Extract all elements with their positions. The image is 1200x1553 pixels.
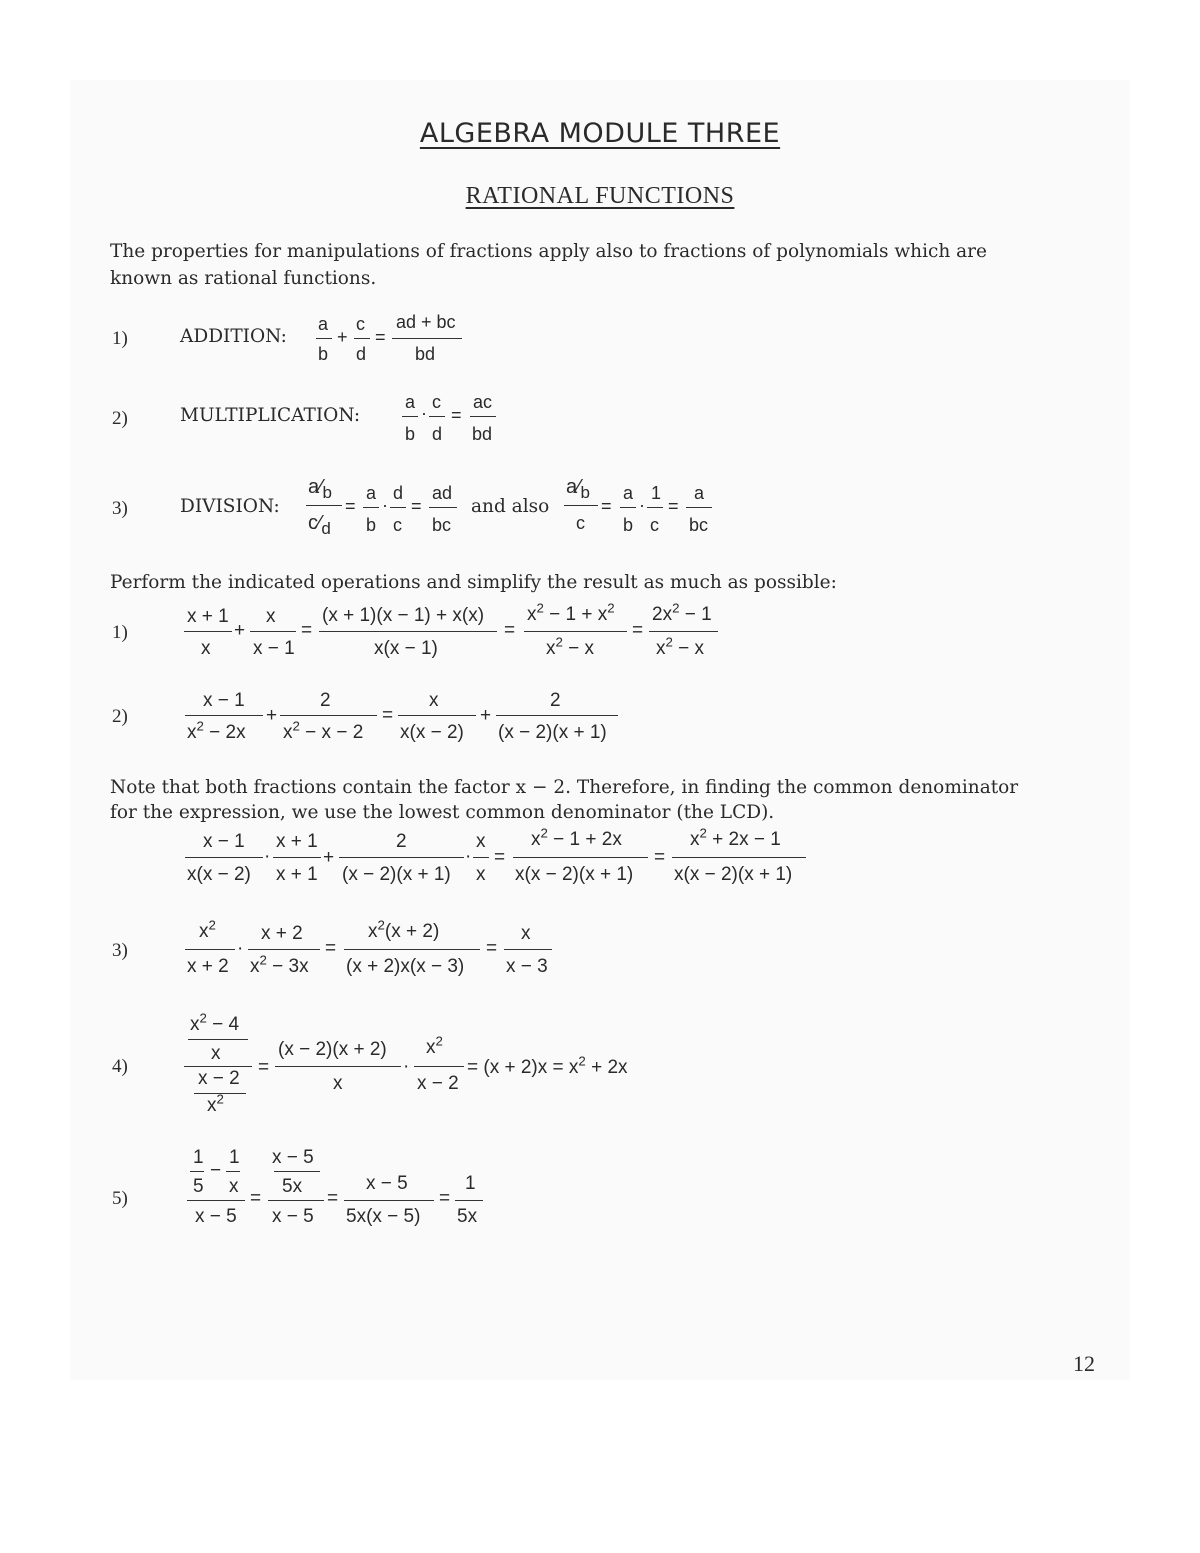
example-number: 2): [112, 706, 128, 727]
page-title: ALGEBRA MODULE THREE: [419, 118, 781, 149]
example-number: 3): [112, 940, 128, 961]
note-line-1: Note that both fractions contain the factor x − 2. Therefore, in finding the common denominator: [110, 777, 1019, 798]
note-line-2: for the expression, we use the lowest common denominator (the LCD).: [110, 802, 775, 823]
property-label-multiplication: MULTIPLICATION:: [180, 405, 361, 426]
example-number: 5): [112, 1188, 128, 1209]
property-number: 3): [112, 498, 128, 519]
instructions-text: Perform the indicated operations and simplify the result as much as possible:: [110, 572, 837, 593]
example-number: 4): [112, 1056, 128, 1077]
page-number: 12: [1073, 1351, 1095, 1376]
property-number: 1): [112, 328, 128, 349]
intro-line-2: known as rational functions.: [110, 268, 377, 289]
property-label-addition: ADDITION:: [180, 326, 287, 347]
section-heading: RATIONAL FUNCTIONS: [465, 183, 735, 209]
intro-line-1: The properties for manipulations of fractions apply also to fractions of polynomials which are: [110, 241, 987, 262]
example-number: 1): [112, 622, 128, 643]
property-number: 2): [112, 408, 128, 429]
property-label-division: DIVISION:: [180, 496, 280, 517]
and-also-text: and also: [471, 496, 550, 517]
